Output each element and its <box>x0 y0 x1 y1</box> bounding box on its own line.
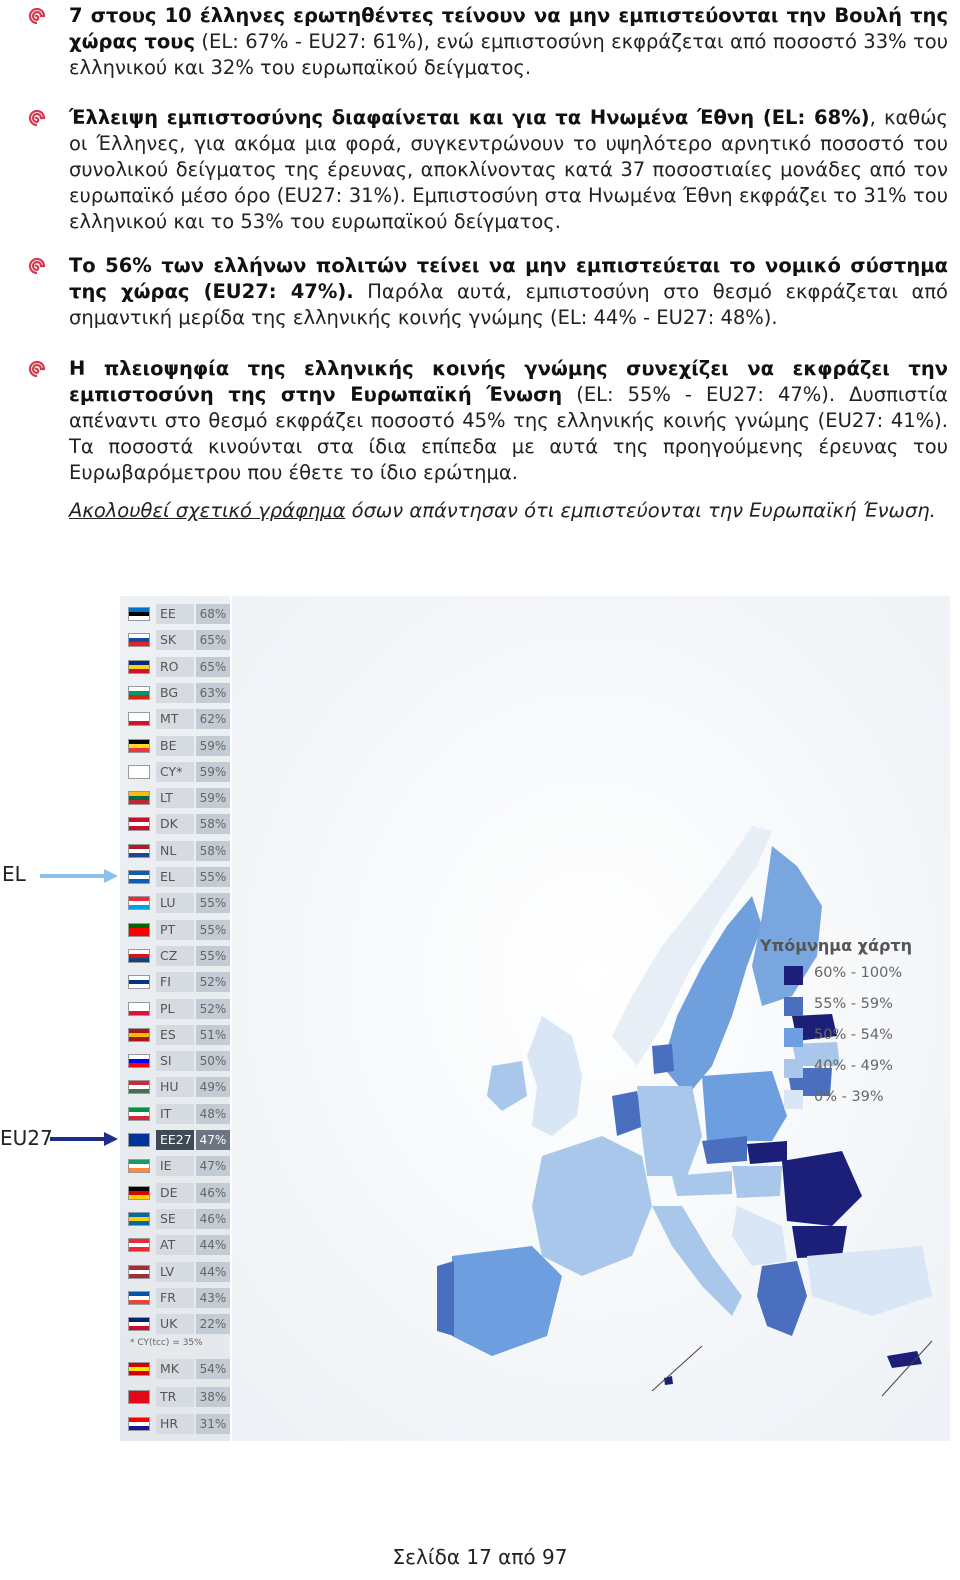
ranking-row-se <box>126 1208 226 1229</box>
map-legend-item <box>760 994 950 1025</box>
map-region-bulgaria <box>792 1226 847 1258</box>
ranking-row-de <box>126 1182 226 1203</box>
legend-label: 0% - 39% <box>814 1089 884 1105</box>
ranking-row-fi <box>126 971 226 992</box>
trust-value: 44% <box>196 1235 230 1255</box>
ranking-row-at <box>126 1234 226 1255</box>
map-region-slovakia <box>747 1141 787 1164</box>
map-legend-item <box>760 1025 950 1056</box>
flag-icon <box>128 1002 150 1016</box>
flag-icon <box>128 765 150 779</box>
ranking-row-ee27 <box>126 1129 226 1150</box>
page-footer: Σελίδα 17 από 97 <box>392 1545 568 1569</box>
trust-value: 58% <box>196 814 230 834</box>
country-code: LV <box>156 1262 194 1282</box>
country-code: CY* <box>156 762 194 782</box>
trust-value: 49% <box>196 1077 230 1097</box>
flag-icon <box>128 1107 150 1121</box>
trust-value: 38% <box>196 1387 230 1407</box>
ranking-row-lu <box>126 892 226 913</box>
legend-label: 40% - 49% <box>814 1058 893 1074</box>
country-code: IE <box>156 1156 194 1176</box>
trust-value: 63% <box>196 683 230 703</box>
ranking-row-pt <box>126 919 226 940</box>
country-code: PL <box>156 999 194 1019</box>
ranking-row-be <box>126 735 226 756</box>
trust-value: 68% <box>196 604 230 624</box>
country-code: AT <box>156 1235 194 1255</box>
country-code: EE <box>156 604 194 624</box>
country-code: FI <box>156 972 194 992</box>
flag-icon <box>128 949 150 963</box>
flag-icon <box>128 1212 150 1226</box>
country-code: DE <box>156 1183 194 1203</box>
ranking-row-uk <box>126 1313 226 1334</box>
flag-icon <box>128 660 150 674</box>
ranking-row-si <box>126 1050 226 1071</box>
ranking-row-el <box>126 866 226 887</box>
ranking-row-cz <box>126 945 226 966</box>
trust-value: 59% <box>196 788 230 808</box>
el-pointer-arrow-icon <box>40 868 120 884</box>
country-code: TR <box>156 1387 194 1407</box>
country-code: SK <box>156 630 194 650</box>
bullet-text: Το 56% των ελλήνων πολιτών τείνει να μην εμπιστεύεται το νομικό σύστημα της χώρας (EU27: 47%). Παρόλα αυτά, εμπιστοσύνη στο θεσμό εκφράζεται από σημαντική μερίδα της ελληνικής κοινής γνώμης (EL: 44% - EU27: 48%). <box>69 254 948 329</box>
country-code: RO <box>156 657 194 677</box>
el-pointer-label: EL <box>2 862 26 886</box>
ranking-row-hr <box>126 1413 226 1434</box>
flag-icon <box>128 1362 150 1376</box>
flag-icon <box>128 633 150 647</box>
flag-icon <box>128 1238 150 1252</box>
flag-icon <box>128 1159 150 1173</box>
trust-value: 65% <box>196 657 230 677</box>
ranking-row-lv <box>126 1261 226 1282</box>
map-legend-item <box>760 1087 950 1118</box>
ranking-row-ro <box>126 656 226 677</box>
ranking-row-hu <box>126 1076 226 1097</box>
country-code: BG <box>156 683 194 703</box>
country-code: FR <box>156 1288 194 1308</box>
flag-icon <box>128 1028 150 1042</box>
flag-icon <box>128 1417 150 1431</box>
bullet-swirl-icon <box>28 109 46 127</box>
trust-eu-figure <box>120 596 950 1450</box>
ranking-row-dk <box>126 813 226 834</box>
country-code: BE <box>156 736 194 756</box>
trust-value: 31% <box>196 1414 230 1434</box>
bullet-2 <box>28 105 948 235</box>
country-code: MT <box>156 709 194 729</box>
flag-icon <box>128 1265 150 1279</box>
country-code: LT <box>156 788 194 808</box>
flag-icon <box>128 870 150 884</box>
flag-icon <box>128 1317 150 1331</box>
ranking-row-tr <box>126 1386 226 1407</box>
flag-icon <box>128 739 150 753</box>
bullet-text: Έλλειψη εμπιστοσύνης διαφαίνεται και για τα Ηνωμένα Έθνη (EL: 68%), καθώς οι Έλληνες, για ακόμα μια φορά, συγκεντρώνουν το υψηλότερο αρνητικό ποσοστό του συνολικού δείγματος της έρευνας, αποκλίνοντας κατά 37 ποσοστιαίες μονάδες από τον ευρωπαϊκό μέσο όρο (EU27: 31%). Εμπιστοσύνη στα Ηνωμένα Έθνη εκφράζει το 31% του ελληνικού και το 53% του ευρωπαϊκού δείγματος. <box>69 106 948 233</box>
trust-value: 59% <box>196 736 230 756</box>
country-code: UK <box>156 1314 194 1334</box>
country-code: CZ <box>156 946 194 966</box>
map-region-denmark <box>652 1044 674 1074</box>
country-code: PT <box>156 920 194 940</box>
ranking-row-nl <box>126 840 226 861</box>
country-ranking-panel <box>120 596 230 1441</box>
trust-value: 59% <box>196 762 230 782</box>
flag-icon <box>128 1054 150 1068</box>
bullet-1 <box>28 3 948 81</box>
flag-icon <box>128 1133 150 1147</box>
country-code: IT <box>156 1104 194 1124</box>
bullet-swirl-icon <box>28 7 46 25</box>
cy-footnote: * CY(tcc) = 35% <box>130 1338 203 1348</box>
trust-value: 65% <box>196 630 230 650</box>
trust-value: 44% <box>196 1262 230 1282</box>
country-code: EL <box>156 867 194 887</box>
country-code: SE <box>156 1209 194 1229</box>
trust-value: 55% <box>196 946 230 966</box>
flag-icon <box>128 817 150 831</box>
country-code: LU <box>156 893 194 913</box>
trust-value: 52% <box>196 972 230 992</box>
flag-icon <box>128 712 150 726</box>
legend-swatch <box>784 1059 803 1078</box>
country-code: DK <box>156 814 194 834</box>
map-legend-title: Υπόμνημα χάρτη <box>760 936 912 955</box>
legend-swatch <box>784 966 803 985</box>
trust-value: 51% <box>196 1025 230 1045</box>
trust-value: 52% <box>196 999 230 1019</box>
chart-link[interactable]: Ακολουθεί σχετικό γράφημα <box>69 499 346 522</box>
ranking-row-fr <box>126 1287 226 1308</box>
bullet-text: Η πλειοψηφία της ελληνικής κοινής γνώμης συνεχίζει να εκφράζει την εμπιστοσύνη της στην Ευρωπαϊκή Ένωση (EL: 55% - EU27: 47%). Δυσπιστία απέναντι στο θεσμό εκφράζει ποσοστό 45% της ελληνικής κοινής γνώμης (EU27: 41%). Τα ποσοστά κινούνται στα ίδια επίπεδα με αυτά της προηγούμενης έρευνας του Ευρωβαρόμετρου που έθετε το ίδιο ερώτημα. <box>69 357 948 484</box>
trust-value: 22% <box>196 1314 230 1334</box>
country-code: HU <box>156 1077 194 1097</box>
trust-value: 47% <box>196 1156 230 1176</box>
country-code: SI <box>156 1051 194 1071</box>
bullet-4 <box>28 356 948 486</box>
map-legend-item <box>760 963 950 994</box>
ranking-row-it <box>126 1103 226 1124</box>
country-code: EE27 <box>156 1130 194 1150</box>
trust-value: 55% <box>196 867 230 887</box>
trust-value: 55% <box>196 893 230 913</box>
ranking-row-ie <box>126 1155 226 1176</box>
bullet-3 <box>28 253 948 331</box>
trust-value: 46% <box>196 1183 230 1203</box>
trust-value: 48% <box>196 1104 230 1124</box>
legend-swatch <box>784 1028 803 1047</box>
legend-label: 60% - 100% <box>814 965 903 981</box>
trust-value: 62% <box>196 709 230 729</box>
trust-value: 43% <box>196 1288 230 1308</box>
country-code: NL <box>156 841 194 861</box>
ranking-row-lt <box>126 787 226 808</box>
flag-icon <box>128 896 150 910</box>
ranking-row-ee <box>126 603 226 624</box>
ranking-row-bg <box>126 682 226 703</box>
trust-value: 47% <box>196 1130 230 1150</box>
eu27-pointer-label: EU27 <box>0 1126 53 1150</box>
trust-value: 54% <box>196 1359 230 1379</box>
legend-label: 50% - 54% <box>814 1027 893 1043</box>
legend-swatch <box>784 1090 803 1109</box>
ranking-row-pl <box>126 998 226 1019</box>
country-code: HR <box>156 1414 194 1434</box>
ranking-row-cy <box>126 761 226 782</box>
eu27-pointer-arrow-icon <box>50 1131 120 1147</box>
flag-icon <box>128 1390 150 1404</box>
trust-value: 58% <box>196 841 230 861</box>
map-legend <box>760 936 950 1118</box>
bullet-swirl-icon <box>28 360 46 378</box>
chart-intro-note: Ακολουθεί σχετικό γράφημα όσων απάντησαν ότι εμπιστεύονται την Ευρωπαϊκή Ένωση. <box>69 499 936 522</box>
country-code: MK <box>156 1359 194 1379</box>
legend-swatch <box>784 997 803 1016</box>
trust-value: 50% <box>196 1051 230 1071</box>
flag-icon <box>128 607 150 621</box>
trust-value: 46% <box>196 1209 230 1229</box>
flag-icon <box>128 844 150 858</box>
map-region-hungary <box>732 1166 782 1198</box>
flag-icon <box>128 1080 150 1094</box>
map-region-portugal <box>437 1261 454 1336</box>
bullet-swirl-icon <box>28 257 46 275</box>
flag-icon <box>128 975 150 989</box>
flag-icon <box>128 923 150 937</box>
flag-icon <box>128 1291 150 1305</box>
legend-label: 55% - 59% <box>814 996 893 1012</box>
country-code: ES <box>156 1025 194 1045</box>
map-legend-item <box>760 1056 950 1087</box>
flag-icon <box>128 686 150 700</box>
ranking-row-es <box>126 1024 226 1045</box>
ranking-row-mt <box>126 708 226 729</box>
ranking-row-mk <box>126 1358 226 1379</box>
bullet-text: 7 στους 10 έλληνες ερωτηθέντες τείνουν να μην εμπιστεύονται την Βουλή της χώρας τους (EL: 67% - EU27: 61%), ενώ εμπιστοσύνη εκφράζεται από ποσοστό 33% του ελληνικού και 32% του ευρωπαϊκού δείγματος. <box>69 4 948 79</box>
trust-value: 55% <box>196 920 230 940</box>
flag-icon <box>128 1186 150 1200</box>
ranking-row-sk <box>126 629 226 650</box>
flag-icon <box>128 791 150 805</box>
